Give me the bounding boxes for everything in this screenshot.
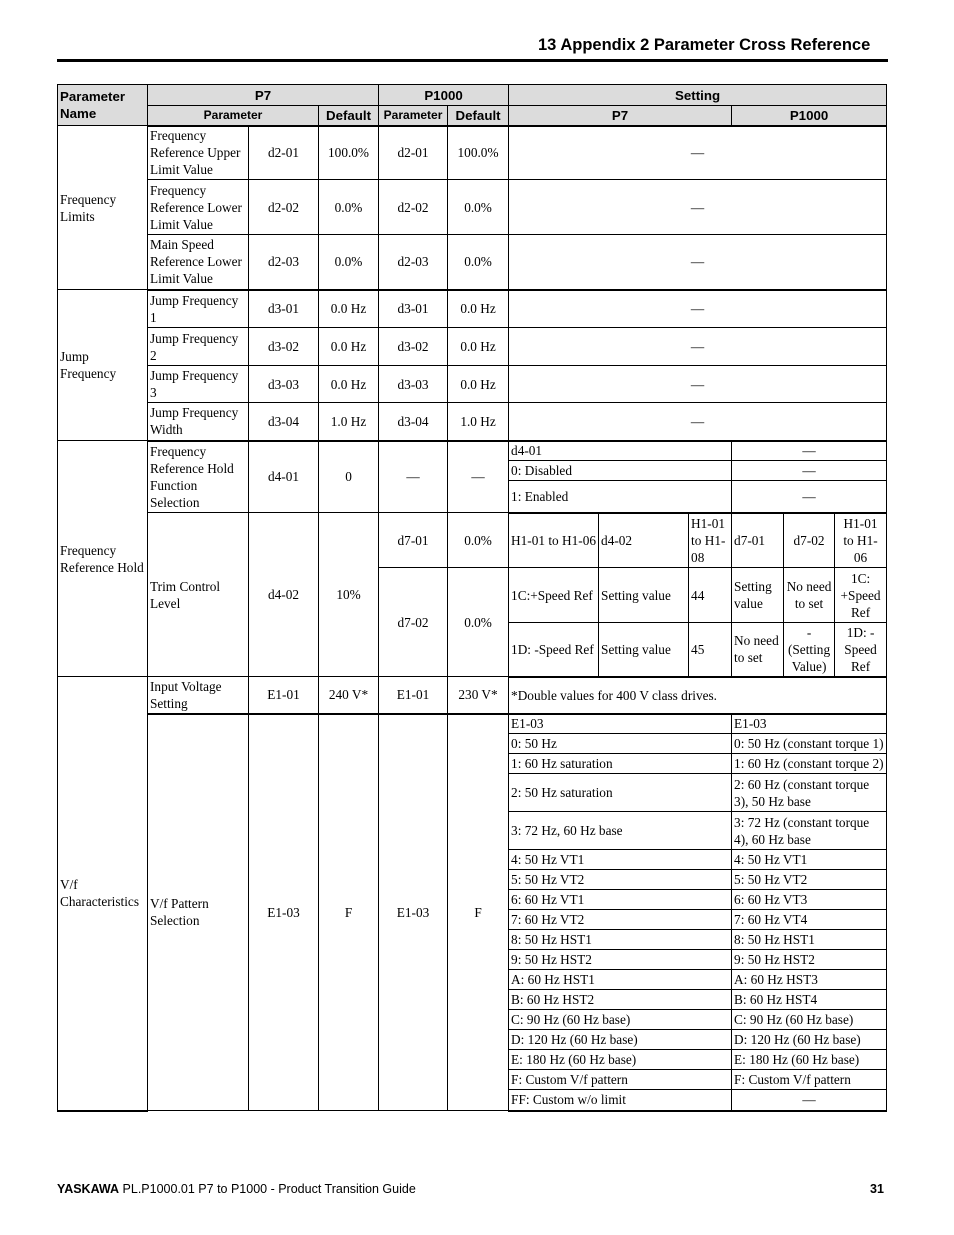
page-header-title: 13 Appendix 2 Parameter Cross Reference bbox=[538, 36, 871, 54]
param-name: Main Speed Reference Lower Limit Value bbox=[148, 235, 249, 290]
col-header-p7-parameter: Parameter bbox=[148, 106, 319, 126]
option-p1000: 0: 50 Hz (constant torque 1) bbox=[732, 734, 887, 754]
p1000-default: 0.0 Hz bbox=[448, 366, 509, 403]
option-p1000: 2: 60 Hz (constant torque 3), 50 Hz base bbox=[732, 774, 887, 812]
p1000-param: d3-01 bbox=[379, 290, 448, 328]
option-p1000: 4: 50 Hz VT1 bbox=[732, 850, 887, 870]
setting-cell: No need to set bbox=[732, 623, 784, 677]
option-p7: 5: 50 Hz VT2 bbox=[509, 870, 732, 890]
p1000-default: F bbox=[448, 714, 509, 1111]
setting-cell: No need to set bbox=[784, 568, 835, 623]
p7-param: d2-02 bbox=[249, 180, 319, 235]
setting-cell: 44 bbox=[689, 568, 732, 623]
setting-dash: — bbox=[509, 235, 887, 290]
option-p7: F: Custom V/f pattern bbox=[509, 1070, 732, 1090]
p1000-default: 0.0 Hz bbox=[448, 328, 509, 366]
col-header-setting-p7: P7 bbox=[509, 106, 732, 126]
option-p1000: 9: 50 Hz HST2 bbox=[732, 950, 887, 970]
setting-cell: H1-01 to H1-08 bbox=[689, 513, 732, 568]
param-name: Jump Frequency 3 bbox=[148, 366, 249, 403]
p7-default: 0.0 Hz bbox=[319, 328, 379, 366]
setting-cell: 1D: -Speed Ref bbox=[509, 623, 599, 677]
option-p1000: F: Custom V/f pattern bbox=[732, 1070, 887, 1090]
table-row bbox=[58, 714, 887, 734]
option-p1000: 7: 60 Hz VT4 bbox=[732, 910, 887, 930]
p7-param: E1-01 bbox=[249, 677, 319, 714]
p7-default: 10% bbox=[319, 513, 379, 677]
table-row bbox=[58, 126, 887, 180]
option-p7: D: 120 Hz (60 Hz base) bbox=[509, 1030, 732, 1050]
param-name: Jump Frequency 1 bbox=[148, 290, 249, 328]
option-p7: E: 180 Hz (60 Hz base) bbox=[509, 1050, 732, 1070]
setting-p7: 1: Enabled bbox=[509, 481, 732, 513]
p7-param: d3-01 bbox=[249, 290, 319, 328]
p1000-param: d2-02 bbox=[379, 180, 448, 235]
p7-default: 0.0% bbox=[319, 180, 379, 235]
table-row bbox=[58, 366, 887, 403]
setting-cell: 1D: -Speed Ref bbox=[835, 623, 887, 677]
p1000-default: 0.0% bbox=[448, 568, 509, 677]
setting-cell: d4-02 bbox=[599, 513, 689, 568]
footer-doc bbox=[57, 1182, 416, 1196]
col-header-p1000-parameter: Parameter bbox=[379, 106, 448, 126]
p7-default: 100.0% bbox=[319, 126, 379, 180]
p1000-default: 0.0% bbox=[448, 180, 509, 235]
p7-param: d4-02 bbox=[249, 513, 319, 677]
option-p7: 0: 50 Hz bbox=[509, 734, 732, 754]
table-row bbox=[58, 328, 887, 366]
setting-cell: H1-01 to H1-06 bbox=[509, 513, 599, 568]
option-p1000: D: 120 Hz (60 Hz base) bbox=[732, 1030, 887, 1050]
table-row bbox=[58, 403, 887, 441]
col-header-parameter-name: Parameter Name bbox=[58, 85, 148, 126]
table-row bbox=[58, 513, 887, 568]
option-p7: 6: 60 Hz VT1 bbox=[509, 890, 732, 910]
p7-default: 1.0 Hz bbox=[319, 403, 379, 441]
col-header-p1000-default: Default bbox=[448, 106, 509, 126]
setting-cell: d7-02 bbox=[784, 513, 835, 568]
setting-cell: Setting value bbox=[599, 568, 689, 623]
setting-cell: Setting value bbox=[599, 623, 689, 677]
table-row bbox=[58, 235, 887, 290]
p7-param: d3-02 bbox=[249, 328, 319, 366]
col-header-setting-p1000: P1000 bbox=[732, 106, 887, 126]
setting-p1000: — bbox=[732, 481, 887, 513]
table-row bbox=[58, 180, 887, 235]
p1000-default: 100.0% bbox=[448, 126, 509, 180]
p7-param: d2-01 bbox=[249, 126, 319, 180]
group-label: Jump Frequency bbox=[58, 290, 148, 441]
option-p7: C: 90 Hz (60 Hz base) bbox=[509, 1010, 732, 1030]
param-name: V/f Pattern Selection bbox=[148, 714, 249, 1111]
table-row bbox=[58, 677, 887, 714]
voltage-note: *Double values for 400 V class drives. bbox=[509, 677, 887, 714]
setting-cell: H1-01 to H1-06 bbox=[835, 513, 887, 568]
option-p7: 2: 50 Hz saturation bbox=[509, 774, 732, 812]
option-p7: 3: 72 Hz, 60 Hz base bbox=[509, 812, 732, 850]
p1000-default: 0.0 Hz bbox=[448, 290, 509, 328]
p7-param: d2-03 bbox=[249, 235, 319, 290]
setting-dash: — bbox=[509, 180, 887, 235]
p7-param: d3-03 bbox=[249, 366, 319, 403]
p1000-param: E1-01 bbox=[379, 677, 448, 714]
option-p7: B: 60 Hz HST2 bbox=[509, 990, 732, 1010]
p1000-default: 0.0% bbox=[448, 235, 509, 290]
option-p1000: E1-03 bbox=[732, 714, 887, 734]
setting-dash: — bbox=[509, 366, 887, 403]
col-header-p7-default: Default bbox=[319, 106, 379, 126]
group-label: V/f Characteristics bbox=[58, 677, 148, 1111]
option-p7: 1: 60 Hz saturation bbox=[509, 754, 732, 774]
p7-default: 0.0 Hz bbox=[319, 366, 379, 403]
footer-brand: YASKAWA bbox=[57, 1182, 120, 1196]
p1000-param: E1-03 bbox=[379, 714, 448, 1111]
p7-default: 0.0 Hz bbox=[319, 290, 379, 328]
col-header-p1000: P1000 bbox=[379, 85, 509, 106]
p7-param: d4-01 bbox=[249, 441, 319, 513]
setting-dash: — bbox=[509, 290, 887, 328]
setting-cell: Setting value bbox=[732, 568, 784, 623]
option-p1000: 1: 60 Hz (constant torque 2) bbox=[732, 754, 887, 774]
p7-param: d3-04 bbox=[249, 403, 319, 441]
p1000-param: d2-03 bbox=[379, 235, 448, 290]
param-name: Jump Frequency Width bbox=[148, 403, 249, 441]
p1000-param: d3-03 bbox=[379, 366, 448, 403]
p1000-default: 1.0 Hz bbox=[448, 403, 509, 441]
option-p1000: A: 60 Hz HST3 bbox=[732, 970, 887, 990]
col-header-setting: Setting bbox=[509, 85, 887, 106]
parameter-table bbox=[57, 84, 887, 1112]
option-p7: FF: Custom w/o limit bbox=[509, 1090, 732, 1111]
p1000-param: d7-02 bbox=[379, 568, 448, 677]
option-p1000: 6: 60 Hz VT3 bbox=[732, 890, 887, 910]
setting-p1000: — bbox=[732, 461, 887, 481]
param-name: Jump Frequency 2 bbox=[148, 328, 249, 366]
param-name: Trim Control Level bbox=[148, 513, 249, 677]
param-name: Frequency Reference Lower Limit Value bbox=[148, 180, 249, 235]
p7-default: 0 bbox=[319, 441, 379, 513]
option-p7: 4: 50 Hz VT1 bbox=[509, 850, 732, 870]
p7-param: E1-03 bbox=[249, 714, 319, 1111]
option-p1000: E: 180 Hz (60 Hz base) bbox=[732, 1050, 887, 1070]
option-p7: A: 60 Hz HST1 bbox=[509, 970, 732, 990]
option-p7: 7: 60 Hz VT2 bbox=[509, 910, 732, 930]
p7-default: F bbox=[319, 714, 379, 1111]
setting-dash: — bbox=[509, 328, 887, 366]
setting-dash: — bbox=[509, 403, 887, 441]
table-row bbox=[58, 441, 887, 461]
p7-default: 0.0% bbox=[319, 235, 379, 290]
param-name: Frequency Reference Upper Limit Value bbox=[148, 126, 249, 180]
setting-cell: 1C: +Speed Ref bbox=[835, 568, 887, 623]
table-row bbox=[58, 290, 887, 328]
p1000-default: — bbox=[448, 441, 509, 513]
option-p1000: 8: 50 Hz HST1 bbox=[732, 930, 887, 950]
option-p1000: 3: 72 Hz (constant torque 4), 60 Hz base bbox=[732, 812, 887, 850]
setting-cell: - (Setting Value) bbox=[784, 623, 835, 677]
footer-doc-title: PL.P1000.01 P7 to P1000 - Product Transition Guide bbox=[122, 1182, 416, 1196]
group-label: Frequency Limits bbox=[58, 126, 148, 290]
setting-p7: 0: Disabled bbox=[509, 461, 732, 481]
param-name: Input Voltage Setting bbox=[148, 677, 249, 714]
group-label: Frequency Reference Hold bbox=[58, 441, 148, 677]
p1000-default: 0.0% bbox=[448, 513, 509, 568]
p1000-param: d2-01 bbox=[379, 126, 448, 180]
p1000-param: d3-04 bbox=[379, 403, 448, 441]
setting-p1000: — bbox=[732, 441, 887, 461]
setting-p7: d4-01 bbox=[509, 441, 732, 461]
setting-dash: — bbox=[509, 126, 887, 180]
p7-default: 240 V* bbox=[319, 677, 379, 714]
setting-cell: 45 bbox=[689, 623, 732, 677]
option-p1000: C: 90 Hz (60 Hz base) bbox=[732, 1010, 887, 1030]
param-name: Frequency Reference Hold Function Selection bbox=[148, 441, 249, 513]
option-p1000: 5: 50 Hz VT2 bbox=[732, 870, 887, 890]
p1000-default: 230 V* bbox=[448, 677, 509, 714]
p1000-param: d3-02 bbox=[379, 328, 448, 366]
col-header-p7: P7 bbox=[148, 85, 379, 106]
option-p7: 9: 50 Hz HST2 bbox=[509, 950, 732, 970]
p1000-param: d7-01 bbox=[379, 513, 448, 568]
setting-cell: 1C:+Speed Ref bbox=[509, 568, 599, 623]
p1000-param: — bbox=[379, 441, 448, 513]
page-number: 31 bbox=[870, 1182, 884, 1196]
option-p1000: B: 60 Hz HST4 bbox=[732, 990, 887, 1010]
option-p7: E1-03 bbox=[509, 714, 732, 734]
option-p7: 8: 50 Hz HST1 bbox=[509, 930, 732, 950]
option-p1000: — bbox=[732, 1090, 887, 1111]
header-rule bbox=[57, 59, 888, 62]
setting-cell: d7-01 bbox=[732, 513, 784, 568]
